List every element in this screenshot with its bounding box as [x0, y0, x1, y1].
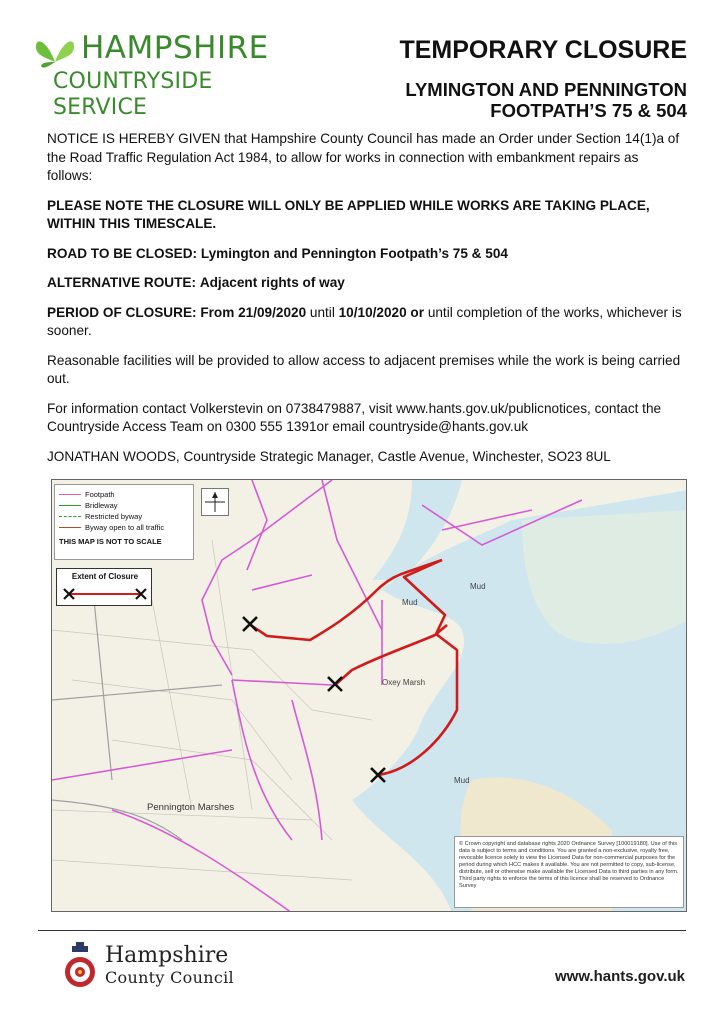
- page-title: TEMPORARY CLOSURE: [399, 36, 687, 64]
- alternative-route-value: Adjacent rights of way: [199, 275, 345, 290]
- closure-point-2: [328, 677, 342, 691]
- legend-restricted-byway-label: Restricted byway: [85, 511, 143, 521]
- notice-intro: NOTICE IS HEREBY GIVEN that Hampshire County Council has made an Order under Section 14(1)a of the Road Traffic Regulation Act 1984, to allow for works in connection with embankment repairs as follows:: [47, 131, 680, 183]
- page-subtitle: LYMINGTON AND PENNINGTON FOOTPATH’S 75 & 504: [405, 79, 687, 121]
- map-label-mud-3: Mud: [454, 776, 470, 785]
- map-legend: [54, 484, 194, 560]
- legend-byway: [59, 522, 189, 533]
- map-label-mud-2: Mud: [402, 598, 418, 607]
- closure-period-from: From 21/09/2020: [200, 304, 307, 320]
- org-name-line-1: Hampshire: [105, 943, 229, 968]
- legend-footpath-label: Footpath: [85, 489, 115, 499]
- closure-period-to: 10/10/2020 or: [338, 304, 425, 320]
- closure-period-until: until: [309, 304, 335, 320]
- road-closed-line: [47, 245, 687, 264]
- alternative-route-line: [47, 274, 687, 293]
- legend-bridleway: [59, 500, 189, 511]
- footpath-swatch: [59, 494, 81, 495]
- logo-line-2: COUNTRYSIDE SERVICE: [53, 69, 213, 120]
- facilities-text: Reasonable facilities will be provided to allow access to adjacent premises while the work is being carried out.: [47, 352, 681, 386]
- header: [0, 0, 724, 125]
- notice-body: [47, 130, 687, 477]
- footer-divider: [38, 930, 686, 931]
- map-label-mud-1: Mud: [470, 582, 486, 591]
- road-closed-label: ROAD TO BE CLOSED:: [47, 245, 198, 261]
- closure-period-line: [47, 304, 687, 341]
- north-arrow-icon: [201, 488, 229, 516]
- crest-icon: [62, 942, 98, 990]
- org-name-line-2: County Council: [105, 968, 234, 987]
- countryside-logo: [33, 30, 308, 120]
- logo-line-1: HAMPSHIRE: [81, 30, 269, 66]
- closure-map: [51, 479, 687, 912]
- bridleway-swatch: [59, 505, 81, 506]
- closure-point-1: [243, 617, 257, 631]
- contact-text: For information contact Volkerstevin on 0738479887, visit www.hants.gov.uk/publicnotices, contact the Countryside Access Team on 0300 555 1391or email countryside@hants.gov.uk: [47, 400, 662, 434]
- closure-key-symbol: [57, 569, 153, 607]
- restricted-byway-swatch: [59, 516, 81, 517]
- alternative-route-label: ALTERNATIVE ROUTE:: [47, 275, 197, 290]
- map-label-pennington-marshes: Pennington Marshes: [147, 802, 235, 813]
- butterfly-icon: [33, 32, 77, 72]
- legend-restricted-byway: [59, 511, 189, 522]
- map-copyright: © Crown copyright and database rights 2020 Ordnance Survey [100019180]. Use of this data is subject to terms and conditions. You are granted a non-exclusive, royalty free, revocable licence solely to view the Licensed Data for non-commercial purposes for the period during which HCC makes it available. You are not permitted to copy, sub-license, distribute, sell or otherwise make available the Licensed Data to third parties in any form. Third party rights to enforce the terms of this licence shall be reserved to Ordnance Survey: [454, 836, 684, 908]
- signatory-text: JONATHAN WOODS, Countryside Strategic Manager, Castle Avenue, Winchester, SO23 8UL: [47, 448, 611, 464]
- hampshire-county-council-logo: [62, 942, 262, 992]
- closure-key: [56, 568, 152, 606]
- notice-warning: PLEASE NOTE THE CLOSURE WILL ONLY BE APPLIED WHILE WORKS ARE TAKING PLACE, WITHIN THIS TIMESCALE.: [47, 197, 650, 231]
- legend-footpath: [59, 489, 189, 500]
- legend-scale-note: THIS MAP IS NOT TO SCALE: [59, 537, 162, 546]
- byway-swatch: [59, 527, 81, 528]
- road-closed-value: Lymington and Pennington Footpath’s 75 & 504: [200, 245, 508, 261]
- closure-route-504a: [335, 625, 447, 685]
- legend-byway-label: Byway open to all traffic: [85, 522, 165, 532]
- closure-period-label: PERIOD OF CLOSURE:: [47, 304, 197, 320]
- closure-key-label: Extent of Closure: [71, 572, 139, 581]
- map-label-oxey-marsh: Oxey Marsh: [382, 678, 426, 687]
- website-link[interactable]: www.hants.gov.uk: [554, 968, 685, 985]
- closure-period-rest: until completion of the works, whichever is sooner.: [47, 304, 682, 338]
- legend-bridleway-label: Bridleway: [85, 500, 118, 510]
